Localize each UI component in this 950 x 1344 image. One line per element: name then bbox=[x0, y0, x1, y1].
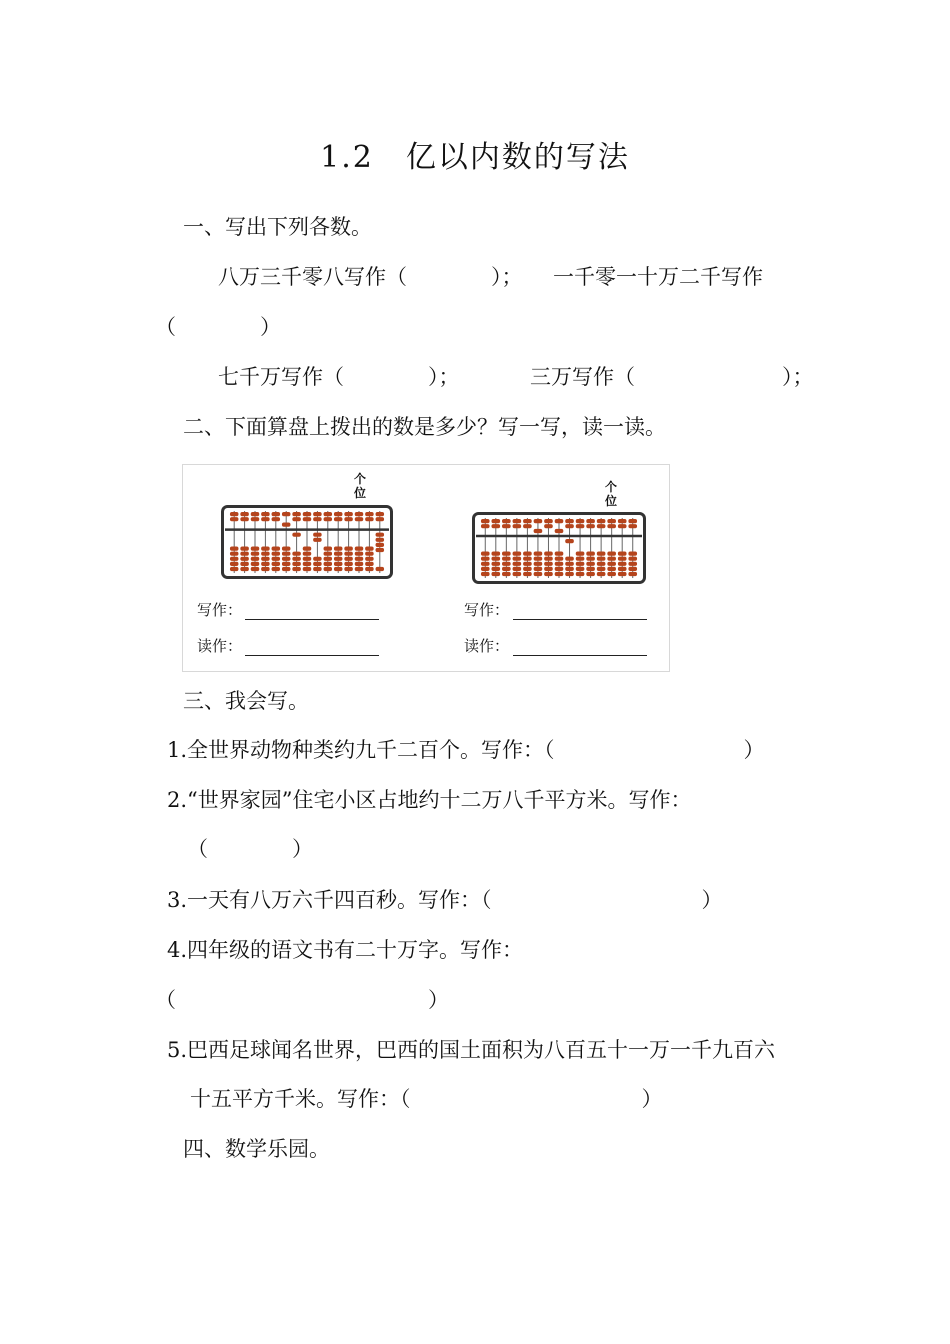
abacus-bead bbox=[292, 512, 301, 516]
abacus-bead bbox=[240, 557, 249, 561]
abacus-bead bbox=[313, 512, 322, 516]
question-3-2-paren: （ ） bbox=[187, 837, 313, 861]
write-blank-left[interactable] bbox=[245, 619, 379, 620]
abacus-bead bbox=[240, 547, 249, 551]
read-blank-left[interactable] bbox=[245, 655, 379, 656]
abacus-bead bbox=[607, 572, 616, 576]
abacus-bead bbox=[272, 512, 281, 516]
abacus-bead bbox=[534, 529, 543, 533]
abacus-bead bbox=[481, 567, 490, 571]
abacus-bead bbox=[607, 552, 616, 556]
abacus-bead bbox=[513, 552, 522, 556]
abacus-bead bbox=[313, 517, 322, 521]
abacus-bead bbox=[334, 517, 343, 521]
abacus-bead bbox=[292, 562, 301, 566]
abacus-bead bbox=[523, 567, 532, 571]
abacus-bead bbox=[230, 567, 239, 571]
abacus-bead bbox=[544, 524, 553, 528]
abacus-bead bbox=[251, 547, 260, 551]
abacus-bead bbox=[586, 567, 595, 571]
abacus-bead bbox=[628, 562, 637, 566]
abacus-bead bbox=[230, 562, 239, 566]
abacus-bead bbox=[376, 512, 385, 516]
position-label-right-2: 位 bbox=[604, 494, 617, 508]
abacus-bead bbox=[365, 547, 374, 551]
abacus-bead bbox=[565, 557, 574, 561]
abacus-bead bbox=[534, 567, 543, 571]
abacus-bead bbox=[324, 512, 333, 516]
question-1-1: 八万三千零八写作（ ）； bbox=[218, 265, 523, 289]
abacus-bead bbox=[282, 567, 291, 571]
abacus-bead bbox=[481, 552, 490, 556]
read-label-right: 读作： bbox=[464, 637, 510, 655]
abacus-bead bbox=[355, 567, 364, 571]
abacus-right bbox=[472, 512, 646, 584]
abacus-bead bbox=[230, 557, 239, 561]
abacus-bead bbox=[544, 562, 553, 566]
abacus-bead bbox=[230, 547, 239, 551]
abacus-bead bbox=[324, 517, 333, 521]
abacus-bead bbox=[513, 557, 522, 561]
abacus-bead bbox=[334, 547, 343, 551]
abacus-bead bbox=[355, 557, 364, 561]
abacus-bead bbox=[261, 517, 270, 521]
abacus-bead bbox=[565, 524, 574, 528]
abacus-bead bbox=[344, 517, 353, 521]
abacus-bead bbox=[607, 567, 616, 571]
abacus-bead bbox=[251, 512, 260, 516]
abacus-bead bbox=[502, 562, 511, 566]
abacus-bead bbox=[597, 567, 606, 571]
abacus-bead bbox=[272, 557, 281, 561]
abacus-bead bbox=[240, 562, 249, 566]
abacus-bead bbox=[355, 547, 364, 551]
question-3-4-paren: （ ） bbox=[155, 988, 449, 1012]
abacus-bead bbox=[513, 562, 522, 566]
write-label-left: 写作： bbox=[197, 601, 243, 619]
abacus-bead bbox=[513, 567, 522, 571]
abacus-bead bbox=[376, 543, 385, 547]
abacus-bead bbox=[597, 519, 606, 523]
abacus-bead bbox=[565, 539, 574, 543]
abacus-bead bbox=[261, 552, 270, 556]
abacus-bead bbox=[544, 552, 553, 556]
abacus-bead bbox=[481, 557, 490, 561]
abacus-left bbox=[221, 505, 393, 579]
abacus-bead bbox=[565, 562, 574, 566]
abacus-bead bbox=[240, 512, 249, 516]
abacus-bead bbox=[313, 562, 322, 566]
abacus-bead bbox=[502, 519, 511, 523]
abacus-bead bbox=[534, 519, 543, 523]
abacus-bead bbox=[555, 572, 564, 576]
abacus-bead bbox=[618, 524, 627, 528]
abacus-bead bbox=[502, 552, 511, 556]
page-title: 1.2 亿以内数的写法 bbox=[320, 140, 630, 175]
abacus-bead bbox=[491, 557, 500, 561]
abacus-bead bbox=[282, 552, 291, 556]
abacus-bead bbox=[355, 512, 364, 516]
abacus-bead bbox=[481, 524, 490, 528]
abacus-bead bbox=[292, 567, 301, 571]
abacus-bead bbox=[272, 517, 281, 521]
abacus-bead bbox=[282, 547, 291, 551]
abacus-bead bbox=[491, 562, 500, 566]
abacus-bead bbox=[618, 519, 627, 523]
abacus-bead bbox=[355, 562, 364, 566]
abacus-bead bbox=[586, 552, 595, 556]
question-3-1: 1.全世界动物种类约九千二百个。写作：（ ） bbox=[167, 738, 765, 762]
abacus-bead bbox=[618, 562, 627, 566]
abacus-bead bbox=[303, 517, 312, 521]
abacus-bead bbox=[607, 524, 616, 528]
abacus-bead bbox=[334, 512, 343, 516]
abacus-bead bbox=[491, 524, 500, 528]
abacus-bead bbox=[365, 567, 374, 571]
abacus-bead bbox=[628, 524, 637, 528]
abacus-bead bbox=[491, 552, 500, 556]
abacus-bead bbox=[628, 567, 637, 571]
abacus-bead bbox=[324, 547, 333, 551]
abacus-bead bbox=[607, 557, 616, 561]
abacus-bead bbox=[565, 572, 574, 576]
abacus-bead bbox=[502, 524, 511, 528]
abacus-bead bbox=[230, 512, 239, 516]
abacus-bead bbox=[313, 567, 322, 571]
abacus-bead bbox=[618, 567, 627, 571]
abacus-bead bbox=[607, 562, 616, 566]
abacus-bead bbox=[576, 567, 585, 571]
abacus-bead bbox=[597, 557, 606, 561]
abacus-bead bbox=[481, 572, 490, 576]
abacus-bead bbox=[365, 512, 374, 516]
abacus-bead bbox=[376, 567, 385, 571]
abacus-bead bbox=[628, 519, 637, 523]
abacus-bead bbox=[376, 517, 385, 521]
abacus-bead bbox=[261, 512, 270, 516]
abacus-bead bbox=[544, 519, 553, 523]
abacus-bead bbox=[576, 524, 585, 528]
abacus-bead bbox=[544, 567, 553, 571]
abacus-bead bbox=[313, 538, 322, 542]
abacus-bead bbox=[272, 562, 281, 566]
write-blank-right[interactable] bbox=[513, 619, 647, 620]
abacus-bead bbox=[555, 519, 564, 523]
abacus-bead bbox=[292, 517, 301, 521]
abacus-bead bbox=[555, 552, 564, 556]
abacus-bead bbox=[555, 557, 564, 561]
abacus-bead bbox=[282, 523, 291, 527]
abacus-bead bbox=[365, 517, 374, 521]
abacus-bead bbox=[628, 552, 637, 556]
abacus-bead bbox=[282, 557, 291, 561]
abacus-bead bbox=[618, 572, 627, 576]
abacus-bead bbox=[576, 562, 585, 566]
question-3-2: 2.“世界家园”住宅小区占地约十二万八千平方米。写作： bbox=[167, 788, 692, 812]
abacus-bead bbox=[523, 562, 532, 566]
abacus-bead bbox=[597, 552, 606, 556]
abacus-bead bbox=[261, 557, 270, 561]
abacus-bead bbox=[251, 552, 260, 556]
abacus-bead bbox=[272, 552, 281, 556]
abacus-bead bbox=[334, 552, 343, 556]
abacus-bead bbox=[586, 524, 595, 528]
abacus-bead bbox=[576, 519, 585, 523]
abacus-bead bbox=[555, 529, 564, 533]
abacus-bead bbox=[534, 557, 543, 561]
abacus-bead bbox=[251, 517, 260, 521]
abacus-bead bbox=[534, 562, 543, 566]
abacus-bead bbox=[303, 557, 312, 561]
read-blank-right[interactable] bbox=[513, 655, 647, 656]
abacus-bead bbox=[313, 557, 322, 561]
abacus-bead bbox=[586, 519, 595, 523]
abacus-bead bbox=[303, 562, 312, 566]
question-1-2: 一千零一十万二千写作 bbox=[553, 265, 763, 289]
abacus-bead bbox=[376, 548, 385, 552]
abacus-bead bbox=[555, 567, 564, 571]
abacus-bead bbox=[303, 547, 312, 551]
abacus-bead bbox=[303, 567, 312, 571]
abacus-bead bbox=[261, 562, 270, 566]
write-label-right: 写作： bbox=[464, 601, 510, 619]
abacus-bead bbox=[502, 572, 511, 576]
abacus-bead bbox=[544, 557, 553, 561]
abacus-bead bbox=[597, 562, 606, 566]
abacus-bead bbox=[303, 552, 312, 556]
abacus-bead bbox=[313, 533, 322, 537]
abacus-bead bbox=[513, 524, 522, 528]
abacus-bead bbox=[240, 517, 249, 521]
section2-heading: 二、下面算盘上拨出的数是多少？写一写，读一读。 bbox=[183, 415, 666, 439]
abacus-bead bbox=[251, 562, 260, 566]
abacus-bead bbox=[376, 533, 385, 537]
abacus-bead bbox=[491, 567, 500, 571]
abacus-bead bbox=[324, 552, 333, 556]
abacus-bead bbox=[523, 524, 532, 528]
abacus-bead bbox=[565, 519, 574, 523]
abacus-bead bbox=[344, 567, 353, 571]
abacus-bead bbox=[523, 557, 532, 561]
position-label-right-1: 个 bbox=[604, 480, 617, 494]
question-1-3: 七千万写作（ ）； bbox=[218, 365, 460, 389]
section1-heading: 一、写出下列各数。 bbox=[183, 215, 372, 239]
abacus-bead bbox=[565, 567, 574, 571]
abacus-bead bbox=[303, 512, 312, 516]
abacus-bead bbox=[586, 557, 595, 561]
abacus-bead bbox=[576, 557, 585, 561]
abacus-bead bbox=[282, 512, 291, 516]
abacus-bead bbox=[334, 557, 343, 561]
question-1-4: 三万写作（ ）； bbox=[530, 365, 814, 389]
abacus-bead bbox=[513, 572, 522, 576]
abacus-bead bbox=[628, 557, 637, 561]
abacus-bead bbox=[576, 552, 585, 556]
abacus-bead bbox=[240, 567, 249, 571]
abacus-bead bbox=[523, 552, 532, 556]
abacus-bead bbox=[344, 547, 353, 551]
position-label-left-1: 个 bbox=[353, 472, 366, 486]
abacus-bead bbox=[628, 572, 637, 576]
abacus-bead bbox=[491, 572, 500, 576]
abacus-bead bbox=[544, 572, 553, 576]
abacus-bead bbox=[481, 519, 490, 523]
abacus-bead bbox=[576, 572, 585, 576]
abacus-bead bbox=[251, 557, 260, 561]
question-3-4: 4.四年级的语文书有二十万字。写作： bbox=[167, 938, 524, 962]
read-label-left: 读作： bbox=[197, 637, 243, 655]
abacus-bead bbox=[618, 552, 627, 556]
abacus-bead bbox=[523, 572, 532, 576]
abacus-bead bbox=[376, 538, 385, 542]
abacus-bead bbox=[261, 547, 270, 551]
abacus-bead bbox=[324, 567, 333, 571]
abacus-bead bbox=[555, 562, 564, 566]
abacus-bead bbox=[597, 572, 606, 576]
section4-heading: 四、数学乐园。 bbox=[183, 1137, 330, 1161]
abacus-bead bbox=[282, 562, 291, 566]
abacus-bead bbox=[618, 557, 627, 561]
abacus-bead bbox=[607, 519, 616, 523]
abacus-bead bbox=[365, 552, 374, 556]
abacus-bead bbox=[344, 562, 353, 566]
abacus-bead bbox=[272, 547, 281, 551]
abacus-bead bbox=[240, 552, 249, 556]
abacus-bead bbox=[334, 562, 343, 566]
abacus-bead bbox=[324, 557, 333, 561]
abacus-bead bbox=[481, 562, 490, 566]
abacus-bead bbox=[365, 562, 374, 566]
abacus-bead bbox=[334, 567, 343, 571]
abacus-bead bbox=[344, 552, 353, 556]
abacus-bead bbox=[586, 562, 595, 566]
section3-heading: 三、我会写。 bbox=[183, 689, 309, 713]
abacus-bead bbox=[292, 557, 301, 561]
abacus-bead bbox=[292, 552, 301, 556]
abacus-bead bbox=[355, 552, 364, 556]
abacus-bead bbox=[513, 519, 522, 523]
abacus-bead bbox=[355, 517, 364, 521]
abacus-bead bbox=[324, 562, 333, 566]
question-3-5-cont: 十五平方千米。写作：（ ） bbox=[190, 1087, 663, 1111]
question-3-5: 5.巴西足球闻名世界，巴西的国土面积为八百五十一万一千九百六 bbox=[167, 1038, 776, 1062]
abacus-bead bbox=[261, 567, 270, 571]
abacus-bead bbox=[586, 572, 595, 576]
position-label-left-2: 位 bbox=[353, 486, 366, 500]
abacus-bead bbox=[597, 524, 606, 528]
abacus-bead bbox=[523, 519, 532, 523]
abacus-bead bbox=[491, 519, 500, 523]
abacus-bead bbox=[230, 517, 239, 521]
question-3-3: 3.一天有八万六千四百秒。写作：（ ） bbox=[167, 888, 723, 912]
abacus-bead bbox=[365, 557, 374, 561]
abacus-bead bbox=[534, 552, 543, 556]
abacus-bead bbox=[272, 567, 281, 571]
abacus-bead bbox=[534, 572, 543, 576]
abacus-bead bbox=[292, 533, 301, 537]
abacus-bead bbox=[251, 567, 260, 571]
question-1-2-paren: （ ） bbox=[155, 315, 281, 339]
abacus-bead bbox=[344, 512, 353, 516]
abacus-bead bbox=[502, 557, 511, 561]
abacus-bead bbox=[230, 552, 239, 556]
abacus-panel bbox=[182, 464, 670, 672]
abacus-bead bbox=[502, 567, 511, 571]
abacus-bead bbox=[344, 557, 353, 561]
